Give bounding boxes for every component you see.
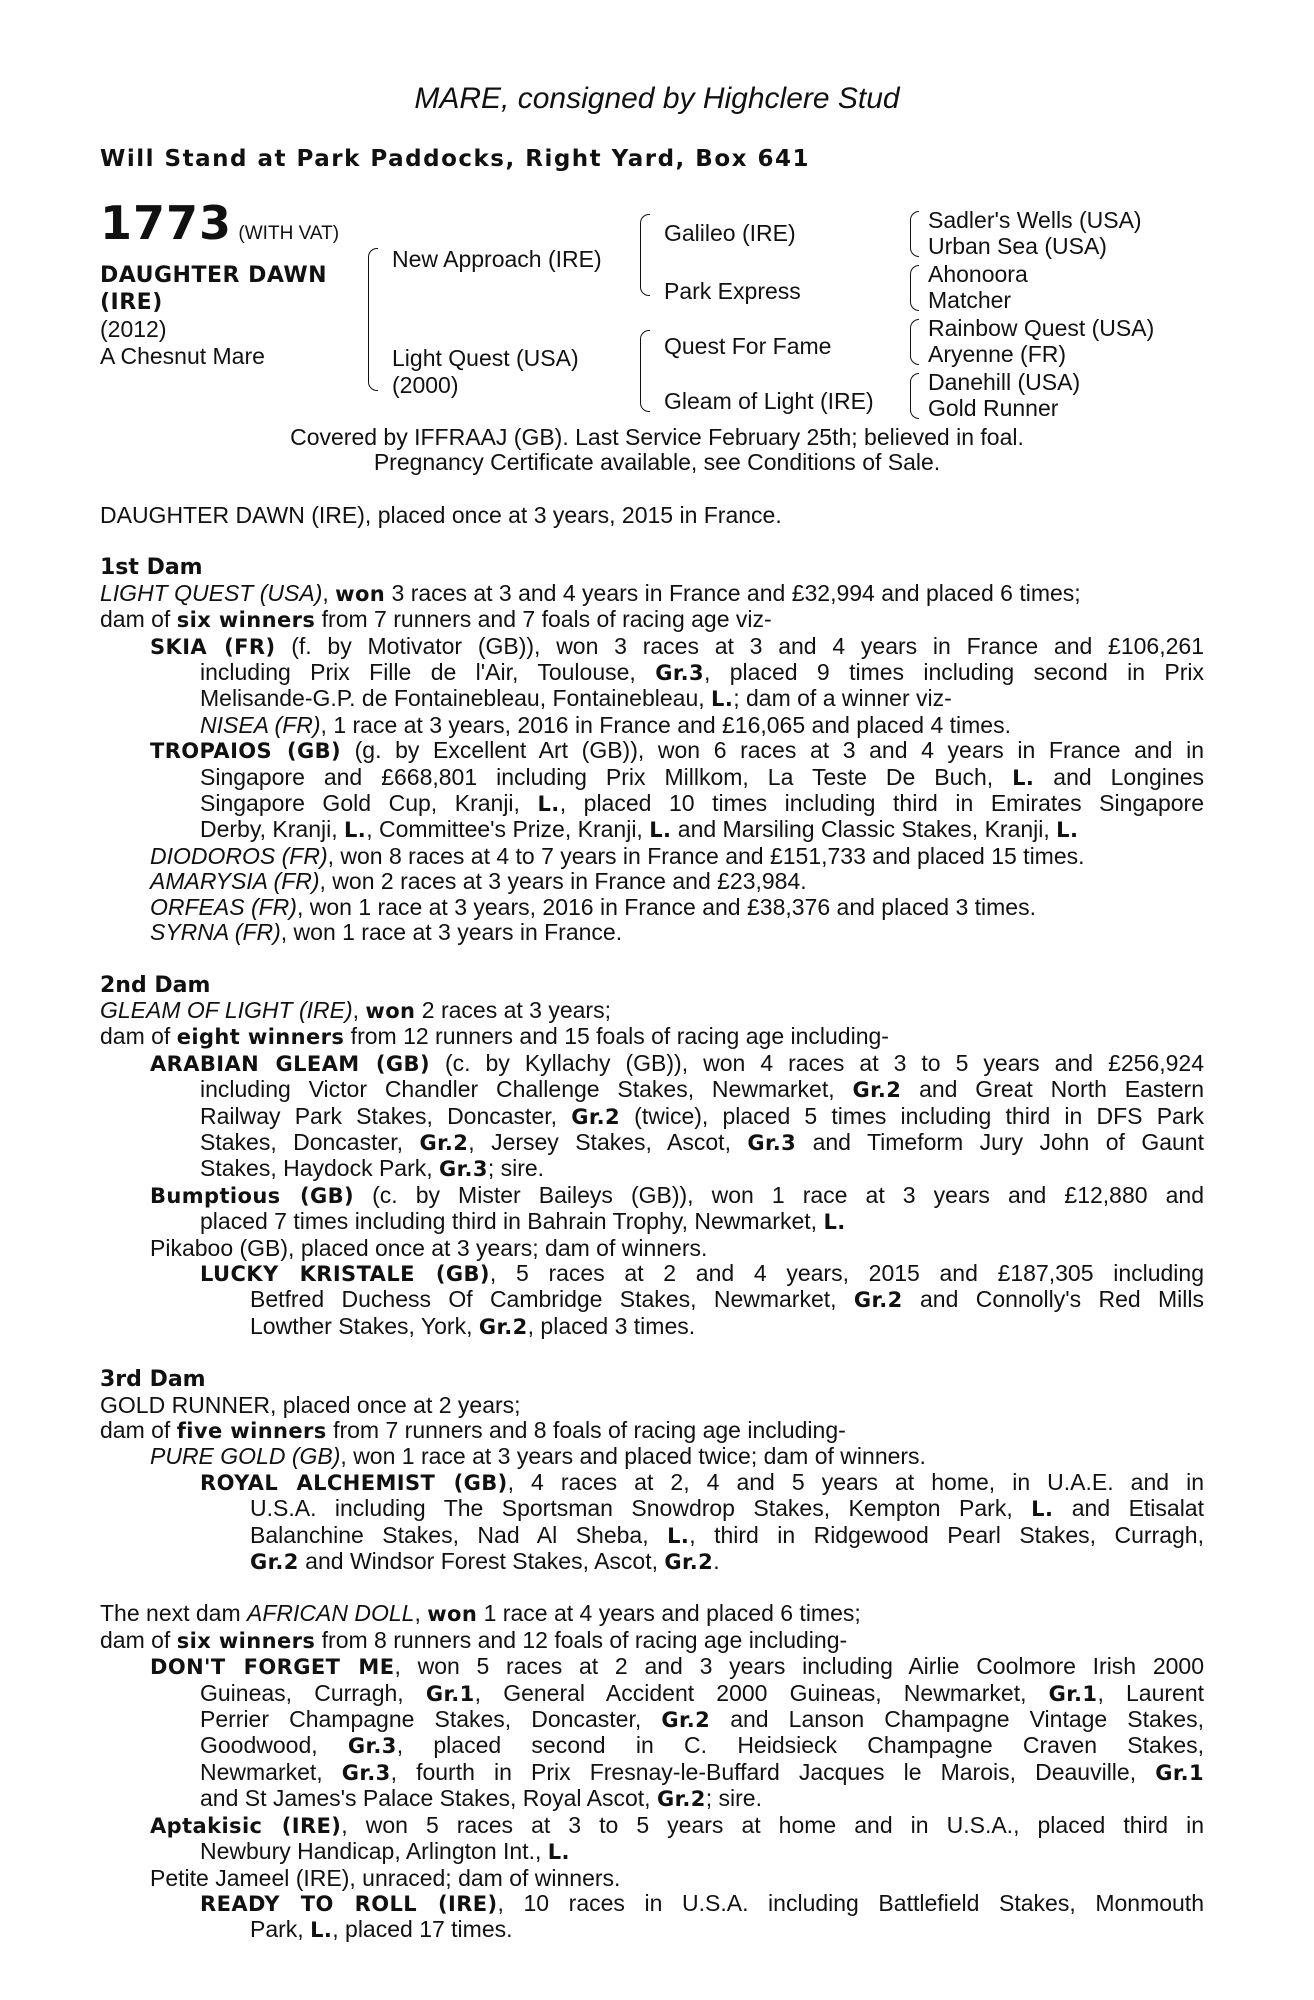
horse-year: (2012) — [100, 316, 167, 342]
dam3-line: GOLD RUNNER, placed once at 2 years; — [100, 1391, 521, 1418]
pure-gold-entry: PURE GOLD (GB), won 1 race at 3 years and placed twice; dam of winners. — [150, 1443, 926, 1470]
royal-alchemist-entry: ROYAL ALCHEMIST (GB), 4 races at 2, 4 and 5 years at home, in U.A.E. and in — [200, 1468, 1204, 1495]
tropaios-entry: TROPAIOS (GB) (g. by Excellent Art (GB)), won 6 races at 3 and 4 years in France and in — [150, 737, 1204, 764]
consignment-title: MARE, consigned by Highclere Stud — [414, 82, 900, 115]
lot-number: 1773 — [100, 196, 233, 250]
dam2-line: GLEAM OF LIGHT (IRE), won 2 races at 3 years; — [100, 996, 611, 1023]
tropaios-name: TROPAIOS (GB) — [150, 739, 342, 764]
dam1-produce-line: dam of six winners from 7 runners and 7 foals of racing age viz- — [100, 606, 772, 633]
skia-entry: SKIA (FR) (f. by Motivator (GB)), won 3 races at 3 and 4 years in France and £106,261 — [150, 632, 1204, 659]
orfeas-entry: ORFEAS (FR), won 1 race at 3 years, 2016 in France and £38,376 and placed 3 times. — [150, 893, 1036, 920]
aptakisic-entry: Aptakisic (IRE), won 5 races at 3 to 5 years at home and in U.S.A., placed third in — [150, 1811, 1205, 1838]
dam3-heading: 3rd Dam — [100, 1367, 206, 1393]
dam: Light Quest (USA) — [392, 345, 579, 371]
ggp-8: Gold Runner — [928, 395, 1059, 421]
pedigree-brace-2a — [640, 214, 650, 296]
lucky-kristale-entry: LUCKY KRISTALE (GB), 5 races at 2 and 4 years, 2015 and £187,305 including — [200, 1259, 1204, 1286]
arabian-gleam-entry: ARABIAN GLEAM (GB) (c. by Kyllachy (GB)), won 4 races at 3 to 5 years and £256,924 — [150, 1049, 1204, 1076]
dam2-heading: 2nd Dam — [100, 972, 211, 998]
next-dam-line: The next dam AFRICAN DOLL, won 1 race at 4 years and placed 6 times; — [100, 1600, 861, 1627]
dam1-name: LIGHT QUEST (USA) — [100, 579, 323, 606]
ggp-2: Urban Sea (USA) — [928, 233, 1107, 259]
ggp-3: Ahonoora — [928, 261, 1028, 287]
dam1-heading: 1st Dam — [100, 555, 203, 581]
pedigree-brace-3c — [910, 319, 919, 365]
sire: New Approach (IRE) — [392, 246, 602, 272]
dam-year: (2000) — [392, 372, 459, 398]
ggp-7: Danehill (USA) — [928, 369, 1081, 395]
sire-sire: Galileo (IRE) — [664, 220, 796, 246]
horse-name: DAUGHTER DAWN — [100, 263, 328, 288]
pedigree-brace-1 — [368, 248, 378, 391]
ggp-6: Aryenne (FR) — [928, 341, 1067, 367]
ggp-4: Matcher — [928, 287, 1012, 313]
ggp-1: Sadler's Wells (USA) — [928, 207, 1142, 233]
horse-description: A Chesnut Mare — [100, 343, 265, 369]
skia-name: SKIA (FR) — [150, 634, 276, 659]
lot-number-line — [100, 196, 340, 250]
pedigree-brace-3b — [910, 265, 919, 311]
dam2-produce-line: dam of eight winners from 12 runners and 15 foals of racing age including- — [100, 1023, 889, 1050]
horse-name-country: (IRE) — [100, 290, 163, 315]
dam1-line: LIGHT QUEST (USA), won 3 races at 3 and 4 years in France and £32,994 and placed 6 times; — [100, 579, 1081, 606]
nisea-entry: NISEA (FR), 1 race at 3 years, 2016 in France and £16,065 and placed 4 times. — [200, 711, 1011, 738]
syrna-entry: SYRNA (FR), won 1 race at 3 years in France. — [150, 919, 623, 946]
pedigree-brace-3d — [910, 373, 919, 419]
catalogue-body: DAUGHTER DAWN (IRE), placed once at 3 years, 2015 in France. 1st Dam LIGHT QUEST (USA), won 3 races at 3 and 4 years in France and £32,994 and placed 6 times; dam of six winners from 7 runners and 7 foals of racing age viz- SKIA (FR) (f. by Motivator (GB)), won 3 races at 3 and 4 years in France and £106,261 including Prix Fille de l'Air, Toulouse, Gr.3, placed 9 times including second in Prix Melisande-G.P. de Fontainebleau, Fontainebleau, L.; dam of a winner viz- NISEA (FR), 1 race at 3 years, 2016 in France and £16,065 and placed 4 times. TROPAIOS (GB) (g. by Excellent Art (GB)), won 6 races at 3 and 4 years in France and in Singapore and £668,801 including Prix Millkom, La Teste De Buch, L. and Longines Singapore Gold Cup, Kranji, L., placed 10 times including third in Emirates Singapore Derby, Kranji, L., Committee's Prize, Kranji, L. and Marsiling Classic Stakes, Kranji, L. DIODOROS (FR), won 8 races at 4 to 7 years in France and £151,733 and placed 15 times. AMARYSIA (FR), won 2 races at 3 years in France and £23,984. ORFEAS (FR), won 1 race at 3 years, 2016 in France and £38,376 and placed 3 times. SYRNA (FR), won 1 race at 3 years in France. 2nd Dam GLEAM OF LIGHT (IRE), won 2 races at 3 years; dam of eight winners from 12 runners and 15 foals of racing age including- ARABIAN GLEAM (GB) (c. by Kyllachy (GB)), won 4 races at 3 to 5 years and £256,924 including Victor Chandler Challenge Stakes, Newmarket, Gr.2 and Great North Eastern Railway Park Stakes, Doncaster, Gr.2 (twice), placed 5 times including third in DFS Park Stakes, Doncaster, Gr.2, Jersey Stakes, Ascot, Gr.3 and Timeform Jury John of Gaunt Stakes, Haydock Park, Gr.3; sire. Bumptious (GB) (c. by Mister Baileys (GB)), won 1 race at 3 years and £12,880 and placed 7 times including third in Bahrain Trophy, Newmarket, L. Pikaboo (GB), placed once at 3 years; dam of winners. LUCKY KRISTALE (GB), 5 races at 2 and 4 years, 2015 and £187,305 including Betfred Duchess Of Cambridge Stakes, Newmarket, Gr.2 and Connolly's Red Mills Lowther Stakes, York, Gr.2, placed 3 times. 3rd Dam GOLD RUNNER, placed once at 2 years; dam of five winners from 7 runners and 8 foals of racing age including- PURE GOLD (GB), won 1 race at 3 years and placed twice; dam of winners. ROYAL ALCHEMIST (GB), 4 races at 2, 4 and 5 years at home, in U.A.E. and in U.S.A. including The Sportsman Snowdrop Stakes, Kempton Park, L. and Etisalat Balanchine Stakes, Nad Al Sheba, L., third in Ridgewood Pearl Stakes, Curragh, Gr.2 and Windsor Forest Stakes, Ascot, Gr.2. The next dam AFRICAN DOLL, won 1 race at 4 years and placed 6 times; dam of six winners from 8 runners and 12 foals of racing age including- DON'T FORGET ME, won 5 races at 2 and 3 years including Airlie Coolmore Irish 2000 Guineas, Curragh, Gr.1, General Accident 2000 Guineas, Newmarket, Gr.1, Laurent Perrier Champagne Stakes, Doncaster, Gr.2 and Lanson Champagne Vintage Stakes, Goodwood, Gr.3, placed second in C. Heidsieck Champagne Craven Stakes, Newmarket, Gr.3, fourth in Prix Fresnay-le-Buffard Jacques le Marois, Deauville, Gr.1 and St James's Palace Stakes, Royal Ascot, Gr.2; sire. Aptakisic (IRE), won 5 races at 3 to 5 years at home and in U.S.A., placed third in Newbury Handicap, Arlington Int., L. Petite Jameel (IRE), unraced; dam of winners. READY TO ROLL (IRE), 10 races in U.S.A. including Battlefield Stakes, Monmouth Park, L., placed 17 times. — [100, 502, 1205, 1943]
next-dam-produce-line: dam of six winners from 8 runners and 12 foals of racing age including- — [100, 1626, 848, 1653]
vat-note: (WITH VAT) — [238, 223, 340, 244]
pedigree-brace-3a — [910, 211, 919, 257]
diodoros-entry: DIODOROS (FR), won 8 races at 4 to 7 years in France and £151,733 and placed 15 times. — [150, 842, 1085, 869]
dam-sire: Quest For Fame — [664, 333, 832, 359]
pedigree-brace-2b — [640, 330, 650, 412]
ready-to-roll-entry: READY TO ROLL (IRE), 10 races in U.S.A. including Battlefield Stakes, Monmouth — [200, 1889, 1204, 1916]
sire-dam: Park Express — [664, 278, 801, 304]
pregnancy-line: Pregnancy Certificate available, see Conditions of Sale. — [373, 449, 941, 475]
pikaboo-entry: Pikaboo (GB), placed once at 3 years; dam of winners. — [150, 1234, 708, 1261]
dont-forget-me-entry: DON'T FORGET ME, won 5 races at 2 and 3 years including Airlie Coolmore Irish 2000 — [150, 1653, 1204, 1680]
amarysia-entry: AMARYSIA (FR), won 2 races at 3 years in France and £23,984. — [150, 868, 807, 895]
intro-line: DAUGHTER DAWN (IRE), placed once at 3 years, 2015 in France. — [100, 502, 782, 528]
bumptious-entry: Bumptious (GB) (c. by Mister Baileys (GB)), won 1 race at 3 years and £12,880 and — [150, 1181, 1204, 1208]
ggp-5: Rainbow Quest (USA) — [928, 315, 1155, 341]
covered-line: Covered by IFFRAAJ (GB). Last Service February 25th; believed in foal. — [290, 424, 1024, 450]
stand-location: Will Stand at Park Paddocks, Right Yard, Box 641 — [100, 146, 810, 172]
dam3-produce-line: dam of five winners from 7 runners and 8 foals of racing age including- — [100, 1417, 846, 1443]
petite-jameel-entry: Petite Jameel (IRE), unraced; dam of winners. — [150, 1864, 621, 1891]
dam-dam: Gleam of Light (IRE) — [664, 388, 874, 414]
